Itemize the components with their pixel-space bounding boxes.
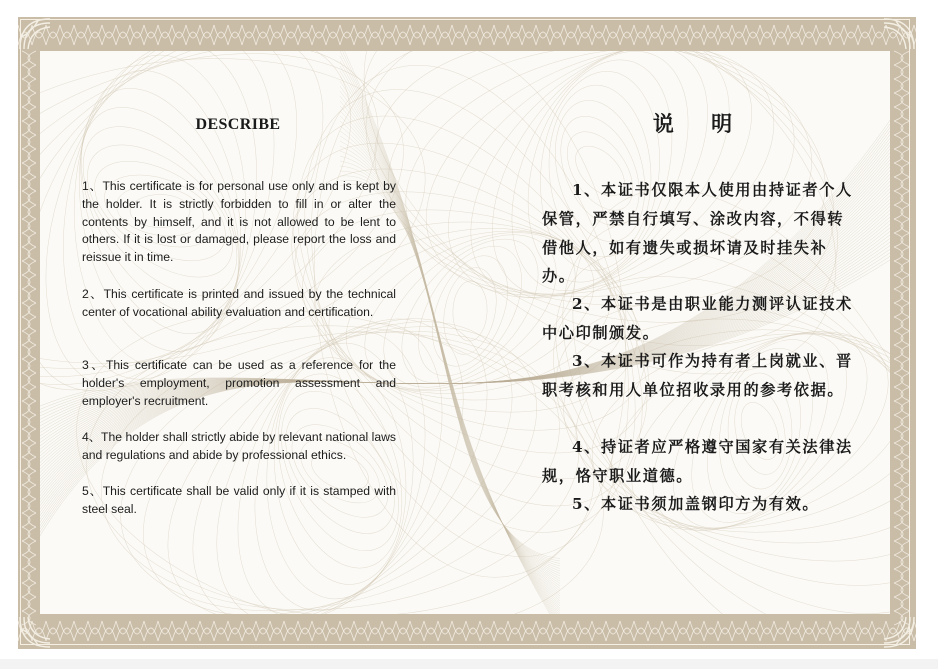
describe-item-1: 1、This certificate is for personal use only and is kept by the holder. It is strictly forbidden to fill in or alter the contents by himself, and it is not allowed to be lent to others. If it is lost or damaged, please report the loss and reissue it in time.	[82, 179, 396, 265]
shuoming-item-4: 4、持证者应严格遵守国家有关法律法规，恪守职业道德。	[542, 438, 853, 485]
shuoming-item-3: 3、本证书可作为持有者上岗就业、晋职考核和用人单位招收录用的参考依据。	[542, 352, 853, 399]
describe-item-5: 5、This certificate shall be valid only if it is stamped with steel seal.	[82, 484, 396, 516]
shuoming-item-5: 5、本证书须加盖钢印方为有效。	[572, 495, 820, 513]
shuoming-heading: 说 明	[652, 111, 748, 136]
describe-heading: DESCRIBE	[195, 116, 281, 133]
page-bottom-margin	[0, 659, 938, 669]
shuoming-item-1: 1、本证书仅限本人使用由持证者个人保管，严禁自行填写、涂改内容，不得转借他人，如有遗失或损坏请及时挂失补办。	[542, 181, 853, 286]
corner-ornament-bottom-right	[882, 615, 916, 649]
corner-ornament-top-left	[18, 17, 52, 51]
corner-ornament-top-right	[882, 17, 916, 51]
describe-item-2: 2、This certificate is printed and issued by the technical center of vocational ability evaluation and certification.	[82, 287, 396, 319]
shuoming-item-2: 2、本证书是由职业能力测评认证技术中心印制颁发。	[542, 295, 853, 342]
describe-item-4: 4、The holder shall strictly abide by relevant national laws and regulations and abide by professional ethics.	[82, 430, 396, 462]
corner-ornament-bottom-left	[18, 615, 52, 649]
describe-item-3: 3、This certificate can be used as a reference for the holder's employment, promotion assessment and employer's recruitment.	[82, 358, 396, 408]
